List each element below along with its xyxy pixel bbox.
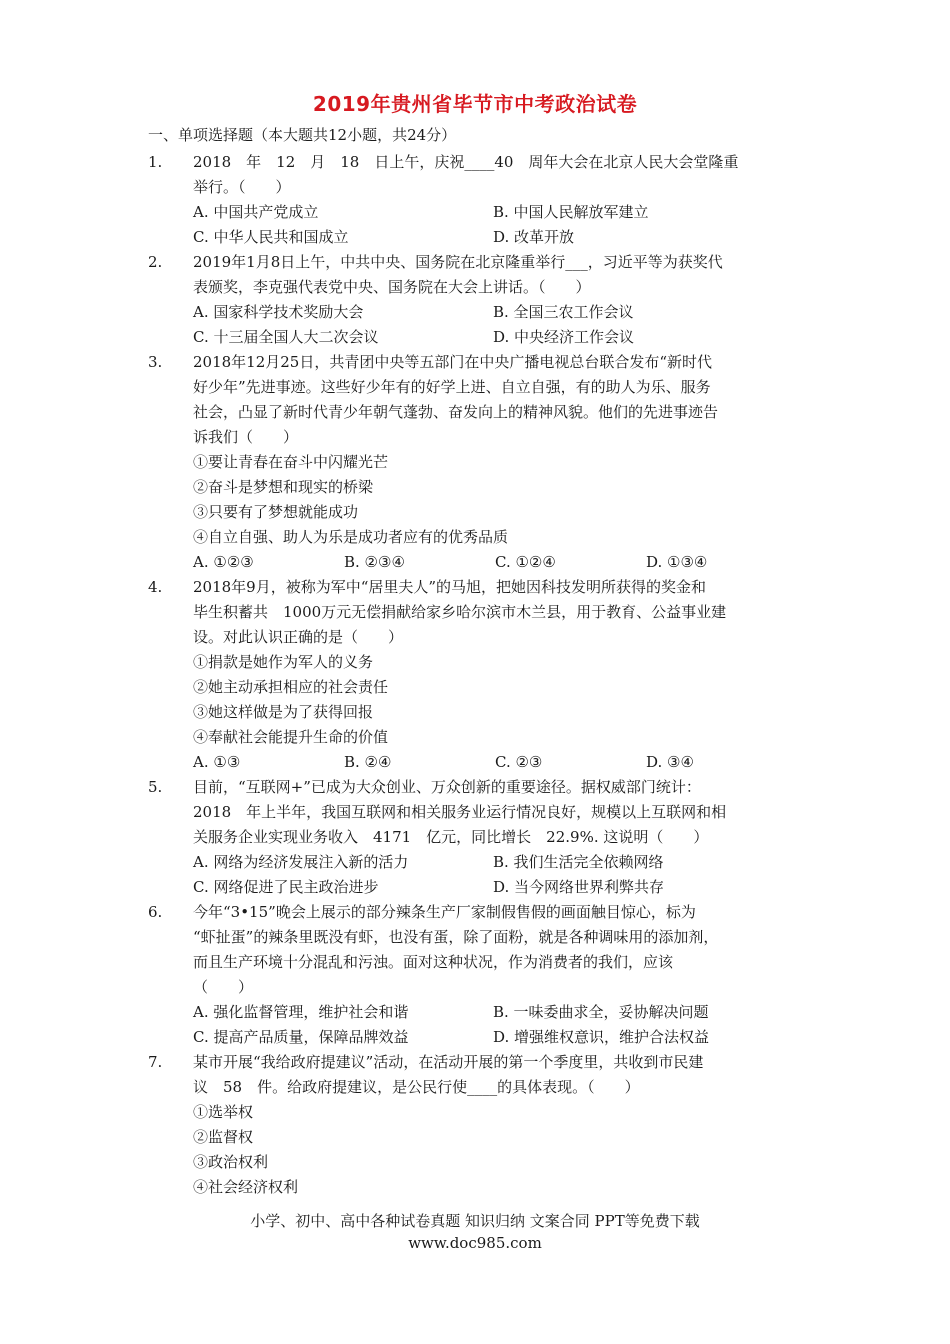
statement-item: ②她主动承担相应的社会责任 xyxy=(193,678,389,696)
footer xyxy=(0,1210,950,1254)
answer-option[interactable]: B. 中国人民解放军建立 xyxy=(493,203,649,221)
statement-item: ②奋斗是梦想和现实的桥梁 xyxy=(193,478,374,496)
question-stem-line: 举行。（ ） xyxy=(193,178,291,196)
answer-option[interactable]: D. 中央经济工作会议 xyxy=(493,328,635,346)
question-4 xyxy=(148,575,808,775)
question-stem-line: 2018 年 12 月 18 日上午，庆祝____40 周年大会在北京人民大会堂隆重 xyxy=(193,153,739,171)
footer-url: www.doc985.com xyxy=(408,1234,542,1252)
question-5 xyxy=(148,775,808,900)
question-stem-line: 2018 年上半年，我国互联网和相关服务业运行情况良好，规模以上互联网和相 xyxy=(193,803,727,821)
statement-item: ①捐款是她作为军人的义务 xyxy=(193,653,374,671)
question-stem-line: 2019年1月8日上午，中共中央、国务院在北京隆重举行___，习近平等为获奖代 xyxy=(193,253,723,271)
option-row xyxy=(193,200,808,225)
question-stem-line: “虾扯蛋”的辣条里既没有虾，也没有蛋，除了面粉，就是各种调味用的添加剂， xyxy=(193,928,719,946)
question-body xyxy=(193,350,808,575)
option-row xyxy=(193,225,808,250)
question-number: 7. xyxy=(148,1053,163,1071)
answer-option[interactable]: B. ②③④ xyxy=(344,553,405,571)
answer-option[interactable]: A. 中国共产党成立 xyxy=(193,203,319,221)
statement-item: ③政治权利 xyxy=(193,1153,269,1171)
answer-option[interactable]: B. ②④ xyxy=(344,753,392,771)
question-number: 4. xyxy=(148,578,163,596)
option-row xyxy=(193,875,808,900)
answer-option[interactable]: B. 我们生活完全依赖网络 xyxy=(493,853,664,871)
statement-item: ③她这样做是为了获得回报 xyxy=(193,703,374,721)
question-7 xyxy=(148,1050,808,1200)
question-stem-line: 表颁奖，李克强代表党中央、国务院在大会上讲话。（ ） xyxy=(193,278,591,296)
answer-option[interactable]: D. 增强维权意识，维护合法权益 xyxy=(493,1028,710,1046)
question-stem-line: 而且生产环境十分混乱和污浊。面对这种状况，作为消费者的我们，应该 xyxy=(193,953,674,971)
statement-item: ④社会经济权利 xyxy=(193,1178,299,1196)
option-row xyxy=(193,1000,808,1025)
question-stem-line: 诉我们（ ） xyxy=(193,428,299,446)
option-row xyxy=(193,550,808,575)
question-body xyxy=(193,775,808,900)
answer-option[interactable]: D. ③④ xyxy=(646,753,694,771)
option-row xyxy=(193,1025,808,1050)
answer-option[interactable]: B. 一味委曲求全，妥协解决问题 xyxy=(493,1003,709,1021)
answer-option[interactable]: B. 全国三农工作会议 xyxy=(493,303,634,321)
question-stem-line: 社会，凸显了新时代青少年朝气蓬勃、奋发向上的精神风貌。他们的先进事迹告 xyxy=(193,403,719,421)
question-2 xyxy=(148,250,808,350)
question-stem-line: 毕生积蓄共 1000万元无偿捐献给家乡哈尔滨市木兰县，用于教育、公益事业建 xyxy=(193,603,727,621)
question-body xyxy=(193,250,808,350)
answer-option[interactable]: A. 国家科学技术奖励大会 xyxy=(193,303,364,321)
question-stem-line: 议 58 件。给政府提建议，是公民行使____的具体表现。（ ） xyxy=(193,1078,640,1096)
question-number: 6. xyxy=(148,903,163,921)
statement-item: ③只要有了梦想就能成功 xyxy=(193,503,359,521)
answer-option[interactable]: C. 中华人民共和国成立 xyxy=(193,228,349,246)
footer-line1: 小学、初中、高中各种试卷真题 知识归纳 文案合同 PPT等免费下载 xyxy=(250,1212,700,1230)
question-body xyxy=(193,575,808,775)
question-stem-line: 2018年9月，被称为军中“居里夫人”的马旭，把她因科技发明所获得的奖金和 xyxy=(193,578,707,596)
section-header: 一、单项选择题（本大题共12小题，共24分） xyxy=(148,126,457,144)
answer-option[interactable]: C. 十三届全国人大二次会议 xyxy=(193,328,379,346)
statement-item: ①选举权 xyxy=(193,1103,254,1121)
answer-option[interactable]: A. ①③ xyxy=(193,753,241,771)
question-stem-line: 设。对此认识正确的是（ ） xyxy=(193,628,404,646)
statement-item: ①要让青春在奋斗中闪耀光芒 xyxy=(193,453,389,471)
answer-option[interactable]: D. 改革开放 xyxy=(493,228,575,246)
question-stem-line: 好少年”先进事迹。这些好少年有的好学上进、自立自强，有的助人为乐、服务 xyxy=(193,378,711,396)
answer-option[interactable]: A. 网络为经济发展注入新的活力 xyxy=(193,853,409,871)
question-stem-line: （ ） xyxy=(193,978,254,996)
answer-option[interactable]: D. ①③④ xyxy=(646,553,708,571)
question-number: 3. xyxy=(148,353,163,371)
answer-option[interactable]: D. 当今网络世界利弊共存 xyxy=(493,878,665,896)
question-6 xyxy=(148,900,808,1050)
option-row xyxy=(193,325,808,350)
question-stem-line: 关服务企业实现业务收入 4171 亿元，同比增长 22.9%. 这说明（ ） xyxy=(193,828,709,846)
question-number: 5. xyxy=(148,778,163,796)
question-number: 2. xyxy=(148,253,163,271)
page-title: 2019年贵州省毕节市中考政治试卷 xyxy=(312,92,638,116)
option-row xyxy=(193,850,808,875)
question-number: 1. xyxy=(148,153,163,171)
answer-option[interactable]: C. 网络促进了民主政治进步 xyxy=(193,878,379,896)
answer-option[interactable]: C. ②③ xyxy=(495,753,543,771)
question-stem-line: 2018年12月25日，共青团中央等五部门在中央广播电视总台联合发布“新时代 xyxy=(193,353,713,371)
answer-option[interactable]: C. 提高产品质量，保障品牌效益 xyxy=(193,1028,409,1046)
question-3 xyxy=(148,350,808,575)
statement-item: ④自立自强、助人为乐是成功者应有的优秀品质 xyxy=(193,528,509,546)
question-1 xyxy=(148,150,808,250)
question-body xyxy=(193,150,808,250)
question-stem-line: 目前，“互联网+”已成为大众创业、万众创新的重要途径。据权威部门统计： xyxy=(193,778,701,796)
question-body xyxy=(193,900,808,1050)
question-stem-line: 今年“3•15”晚会上展示的部分辣条生产厂家制假售假的画面触目惊心，标为 xyxy=(193,903,696,921)
question-stem-line: 某市开展“我给政府提建议”活动，在活动开展的第一个季度里，共收到市民建 xyxy=(193,1053,704,1071)
statement-item: ②监督权 xyxy=(193,1128,254,1146)
statement-item: ④奉献社会能提升生命的价值 xyxy=(193,728,389,746)
answer-option[interactable]: A. 强化监督管理，维护社会和谐 xyxy=(193,1003,409,1021)
option-row xyxy=(193,300,808,325)
answer-option[interactable]: A. ①②③ xyxy=(193,553,254,571)
option-row xyxy=(193,750,808,775)
answer-option[interactable]: C. ①②④ xyxy=(495,553,556,571)
question-body xyxy=(193,1050,808,1200)
